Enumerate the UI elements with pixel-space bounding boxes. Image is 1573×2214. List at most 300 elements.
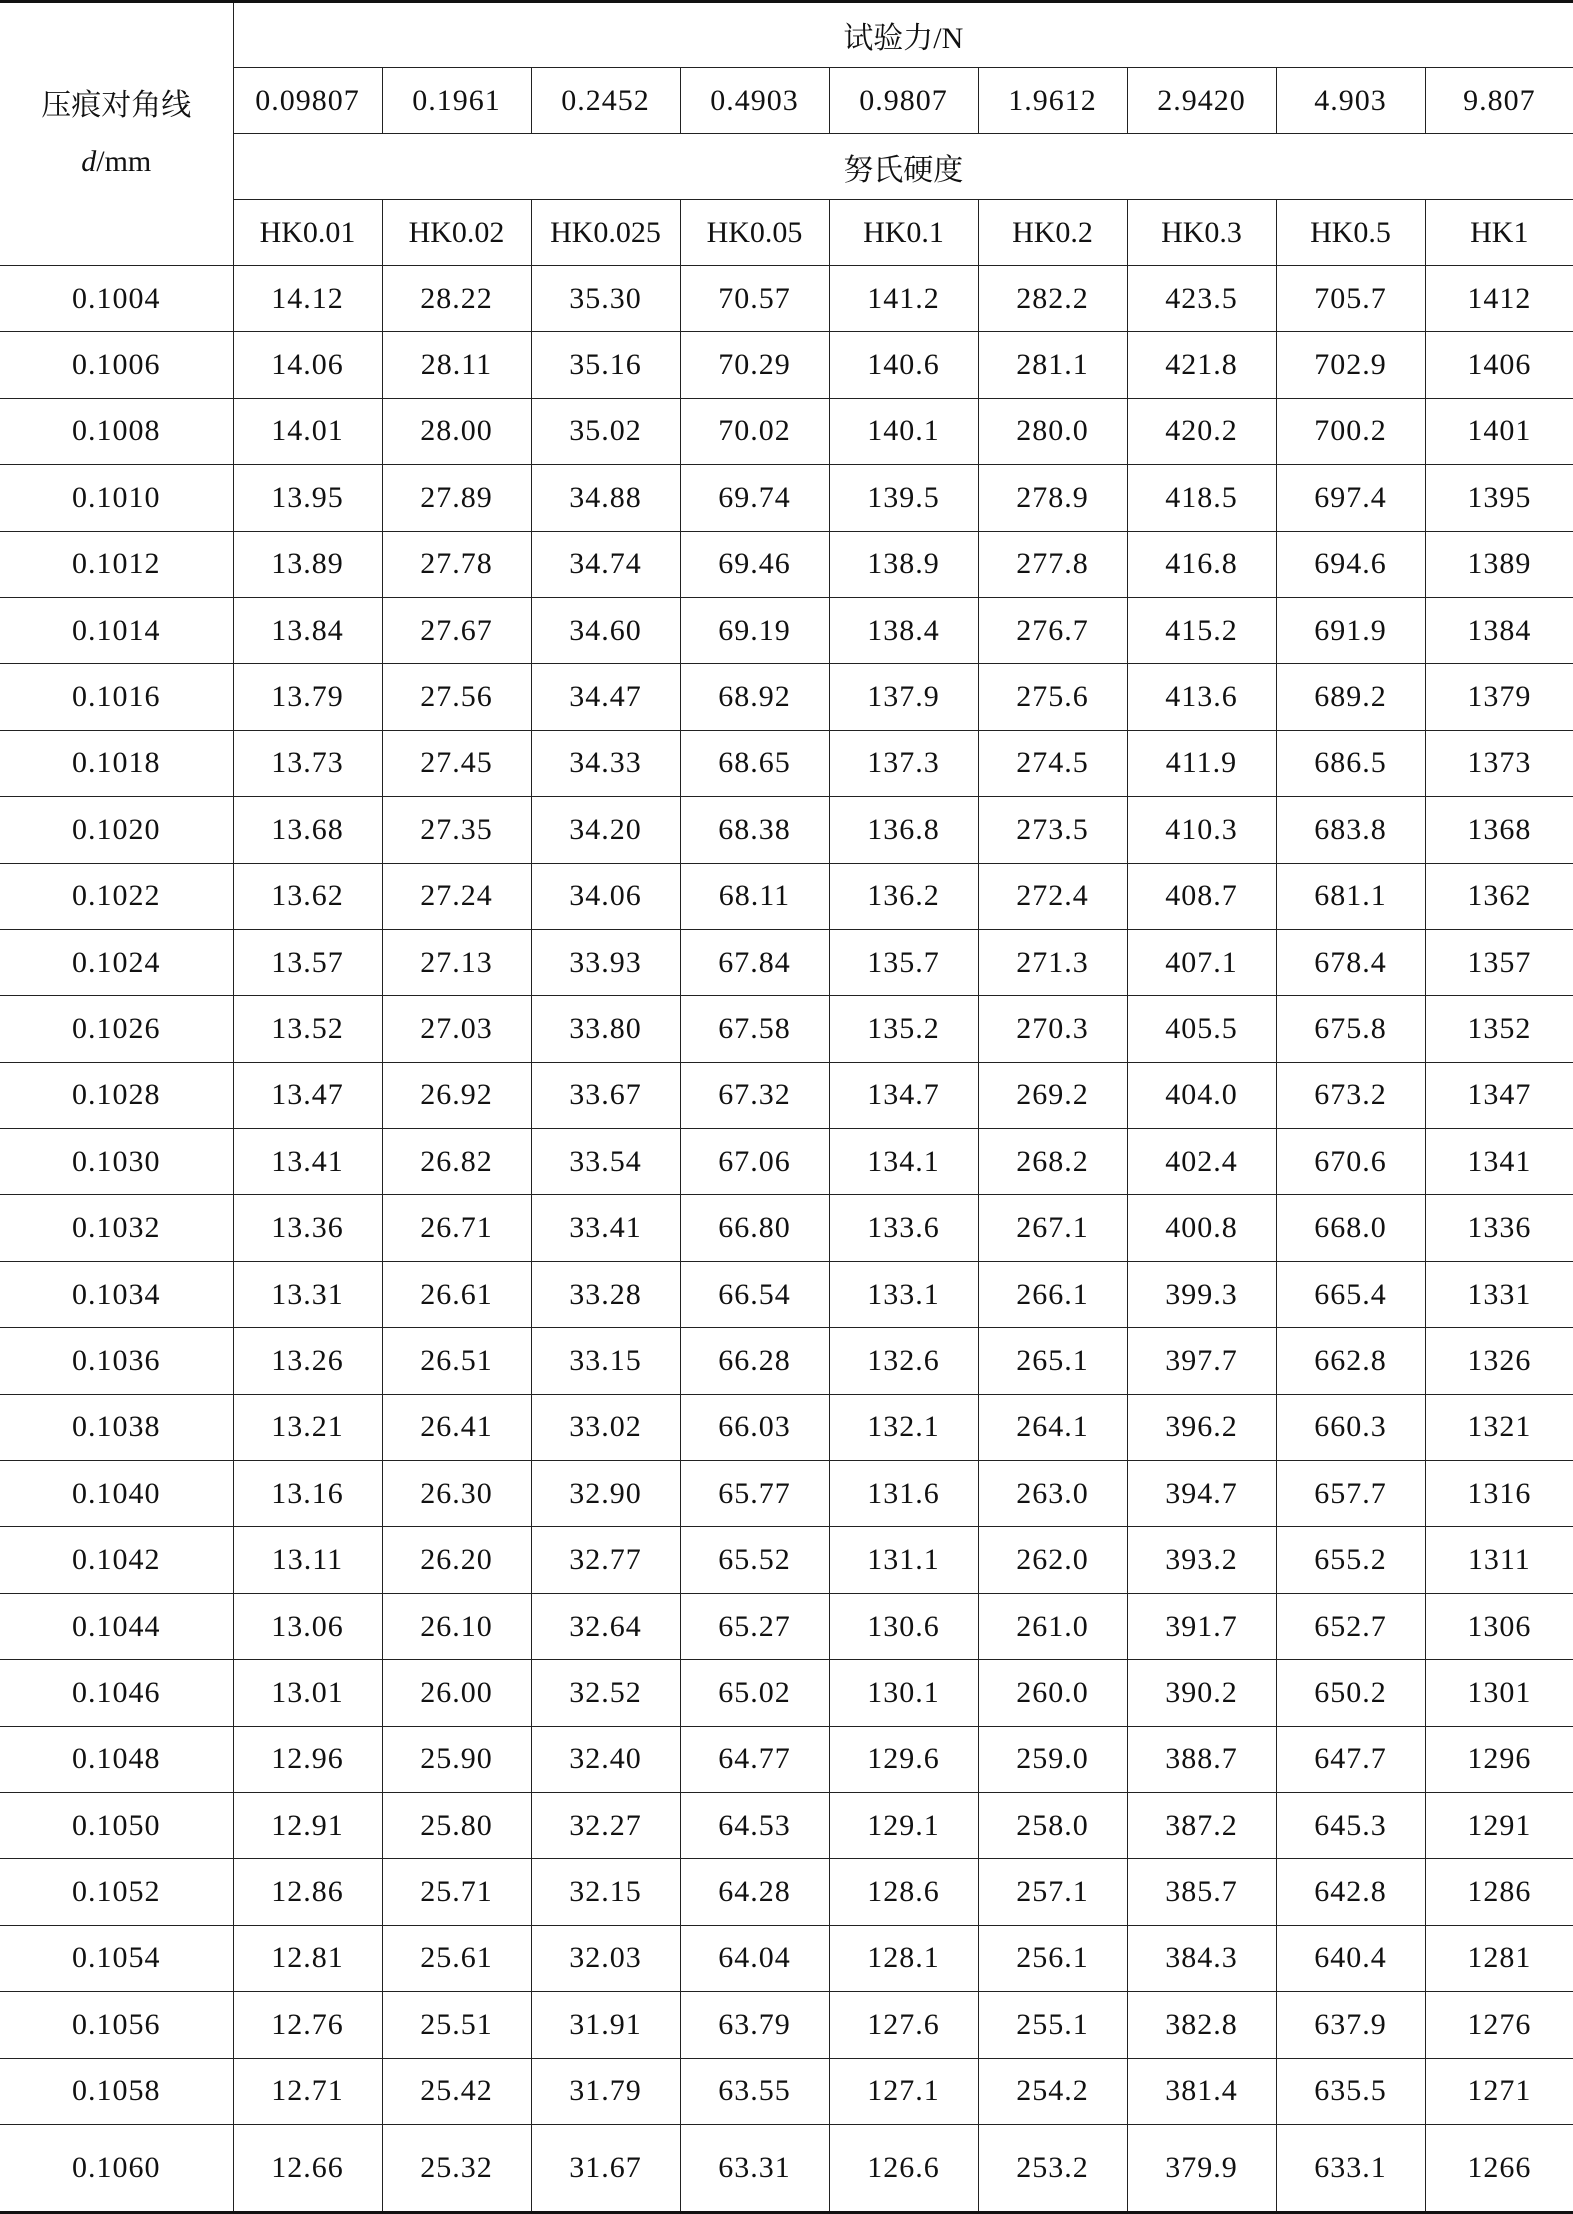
hardness-value-cell: 1336 (1425, 1195, 1573, 1261)
diagonal-cell: 0.1018 (0, 730, 233, 796)
stub-header-title: 压痕对角线 (41, 89, 192, 122)
hardness-value-cell: 27.56 (382, 664, 531, 730)
hardness-value-cell: 26.30 (382, 1461, 531, 1527)
scale-cell: HK0.3 (1127, 200, 1276, 266)
table-row (0, 1792, 1573, 1858)
scale-cell: HK0.2 (978, 200, 1127, 266)
hardness-value-cell: 670.6 (1276, 1129, 1425, 1195)
hardness-value-cell: 1406 (1425, 332, 1573, 398)
hardness-value-cell: 131.6 (829, 1461, 978, 1527)
hardness-value-cell: 66.54 (680, 1261, 829, 1327)
hardness-value-cell: 681.1 (1276, 863, 1425, 929)
hardness-value-cell: 396.2 (1127, 1394, 1276, 1460)
hardness-value-cell: 1266 (1425, 2124, 1573, 2212)
hardness-value-cell: 25.51 (382, 1992, 531, 2058)
hardness-value-cell: 63.79 (680, 1992, 829, 2058)
hardness-value-cell: 69.46 (680, 531, 829, 597)
hardness-value-cell: 65.27 (680, 1593, 829, 1659)
hardness-value-cell: 135.2 (829, 996, 978, 1062)
hardness-value-cell: 262.0 (978, 1527, 1127, 1593)
hardness-value-cell: 388.7 (1127, 1726, 1276, 1792)
diagonal-cell: 0.1054 (0, 1925, 233, 1991)
table-row (0, 1328, 1573, 1394)
hardness-value-cell: 33.54 (531, 1129, 680, 1195)
diagonal-cell: 0.1006 (0, 332, 233, 398)
hardness-value-cell: 34.33 (531, 730, 680, 796)
hardness-value-cell: 1276 (1425, 1992, 1573, 2058)
diagonal-cell: 0.1024 (0, 929, 233, 995)
hardness-value-cell: 126.6 (829, 2124, 978, 2212)
hardness-value-cell: 418.5 (1127, 465, 1276, 531)
hardness-value-cell: 423.5 (1127, 266, 1276, 332)
hardness-value-cell: 258.0 (978, 1792, 1127, 1858)
diagonal-cell: 0.1030 (0, 1129, 233, 1195)
hardness-value-cell: 26.92 (382, 1062, 531, 1128)
force-value-cell: 0.1961 (382, 68, 531, 134)
hardness-value-cell: 27.24 (382, 863, 531, 929)
diagonal-cell: 0.1046 (0, 1660, 233, 1726)
hardness-value-cell: 13.79 (233, 664, 382, 730)
table-row (0, 1261, 1573, 1327)
hardness-value-cell: 14.12 (233, 266, 382, 332)
hardness-value-cell: 12.96 (233, 1726, 382, 1792)
diagonal-cell: 0.1010 (0, 465, 233, 531)
table-row (0, 996, 1573, 1062)
diagonal-cell: 0.1012 (0, 531, 233, 597)
hardness-value-cell: 34.74 (531, 531, 680, 597)
hardness-value-cell: 137.3 (829, 730, 978, 796)
hardness-value-cell: 13.16 (233, 1461, 382, 1527)
diagonal-cell: 0.1044 (0, 1593, 233, 1659)
hardness-value-cell: 35.16 (531, 332, 680, 398)
hardness-value-cell: 138.4 (829, 597, 978, 663)
hardness-value-cell: 67.84 (680, 929, 829, 995)
hardness-value-cell: 28.22 (382, 266, 531, 332)
hardness-value-cell: 12.76 (233, 1992, 382, 2058)
table-row (0, 266, 1573, 332)
hardness-value-cell: 70.57 (680, 266, 829, 332)
hardness-value-cell: 259.0 (978, 1726, 1127, 1792)
hardness-value-cell: 1316 (1425, 1461, 1573, 1527)
hardness-value-cell: 675.8 (1276, 996, 1425, 1062)
hardness-value-cell: 1286 (1425, 1859, 1573, 1925)
stub-header-unit (0, 134, 233, 190)
hardness-value-cell: 68.92 (680, 664, 829, 730)
hardness-value-cell: 394.7 (1127, 1461, 1276, 1527)
hardness-value-cell: 25.42 (382, 2058, 531, 2124)
hardness-value-cell: 1296 (1425, 1726, 1573, 1792)
hardness-value-cell: 384.3 (1127, 1925, 1276, 1991)
hardness-value-cell: 410.3 (1127, 797, 1276, 863)
force-values-row (0, 68, 1573, 134)
hardness-value-cell: 66.03 (680, 1394, 829, 1460)
hardness-value-cell: 66.28 (680, 1328, 829, 1394)
hardness-value-cell: 263.0 (978, 1461, 1127, 1527)
hardness-value-cell: 387.2 (1127, 1792, 1276, 1858)
hardness-value-cell: 691.9 (1276, 597, 1425, 663)
hardness-value-cell: 255.1 (978, 1992, 1127, 2058)
hardness-value-cell: 33.41 (531, 1195, 680, 1261)
hardness-value-cell: 702.9 (1276, 332, 1425, 398)
hardness-value-cell: 265.1 (978, 1328, 1127, 1394)
hardness-value-cell: 1389 (1425, 531, 1573, 597)
hardness-value-cell: 32.90 (531, 1461, 680, 1527)
hardness-value-cell: 12.86 (233, 1859, 382, 1925)
hardness-value-cell: 34.47 (531, 664, 680, 730)
diagonal-cell: 0.1060 (0, 2124, 233, 2212)
hardness-value-cell: 273.5 (978, 797, 1127, 863)
hardness-value-cell: 13.52 (233, 996, 382, 1062)
diagonal-cell: 0.1016 (0, 664, 233, 730)
hardness-value-cell: 26.61 (382, 1261, 531, 1327)
hardness-value-cell: 13.41 (233, 1129, 382, 1195)
diagonal-cell: 0.1034 (0, 1261, 233, 1327)
hardness-value-cell: 141.2 (829, 266, 978, 332)
hardness-value-cell: 272.4 (978, 863, 1127, 929)
hardness-value-cell: 64.53 (680, 1792, 829, 1858)
hardness-value-cell: 254.2 (978, 2058, 1127, 2124)
hardness-value-cell: 281.1 (978, 332, 1127, 398)
hardness-value-cell: 637.9 (1276, 1992, 1425, 2058)
hardness-value-cell: 276.7 (978, 597, 1127, 663)
hardness-value-cell: 32.77 (531, 1527, 680, 1593)
hardness-value-cell: 26.82 (382, 1129, 531, 1195)
hardness-value-cell: 645.3 (1276, 1792, 1425, 1858)
hardness-value-cell: 129.1 (829, 1792, 978, 1858)
hardness-value-cell: 67.32 (680, 1062, 829, 1128)
diagonal-cell: 0.1028 (0, 1062, 233, 1128)
hardness-value-cell: 13.95 (233, 465, 382, 531)
hardness-value-cell: 70.02 (680, 398, 829, 464)
hardness-value-cell: 657.7 (1276, 1461, 1425, 1527)
hardness-value-cell: 27.78 (382, 531, 531, 597)
hardness-value-cell: 1362 (1425, 863, 1573, 929)
diagonal-cell: 0.1052 (0, 1859, 233, 1925)
hardness-value-cell: 1321 (1425, 1394, 1573, 1460)
hardness-value-cell: 683.8 (1276, 797, 1425, 863)
hardness-value-cell: 12.71 (233, 2058, 382, 2124)
hardness-value-cell: 33.02 (531, 1394, 680, 1460)
hardness-value-cell: 26.51 (382, 1328, 531, 1394)
hardness-value-cell: 697.4 (1276, 465, 1425, 531)
hardness-value-cell: 25.61 (382, 1925, 531, 1991)
diagonal-cell: 0.1048 (0, 1726, 233, 1792)
hardness-value-cell: 33.93 (531, 929, 680, 995)
hardness-value-cell: 137.9 (829, 664, 978, 730)
hardness-value-cell: 642.8 (1276, 1859, 1425, 1925)
hardness-value-cell: 13.68 (233, 797, 382, 863)
hardness-value-cell: 408.7 (1127, 863, 1276, 929)
hardness-header-row (0, 134, 1573, 200)
table-body (0, 266, 1573, 2213)
hardness-value-cell: 13.21 (233, 1394, 382, 1460)
hardness-value-cell: 128.1 (829, 1925, 978, 1991)
hardness-value-cell: 133.6 (829, 1195, 978, 1261)
hardness-value-cell: 413.6 (1127, 664, 1276, 730)
diagonal-cell: 0.1038 (0, 1394, 233, 1460)
hardness-value-cell: 277.8 (978, 531, 1127, 597)
hardness-value-cell: 130.6 (829, 1593, 978, 1659)
stub-header (0, 2, 233, 266)
table-row (0, 1859, 1573, 1925)
hardness-value-cell: 27.45 (382, 730, 531, 796)
table-row (0, 2124, 1573, 2212)
hardness-value-cell: 264.1 (978, 1394, 1127, 1460)
hardness-value-cell: 66.80 (680, 1195, 829, 1261)
hardness-value-cell: 131.1 (829, 1527, 978, 1593)
hardness-value-cell: 13.89 (233, 531, 382, 597)
hardness-value-cell: 271.3 (978, 929, 1127, 995)
hardness-value-cell: 25.80 (382, 1792, 531, 1858)
hardness-value-cell: 132.6 (829, 1328, 978, 1394)
stub-header-unit-text: /mm (96, 145, 152, 178)
scale-cell: HK0.5 (1276, 200, 1425, 266)
hardness-value-cell: 270.3 (978, 996, 1127, 1062)
hardness-value-cell: 25.90 (382, 1726, 531, 1792)
hardness-value-cell: 27.35 (382, 797, 531, 863)
hardness-value-cell: 127.1 (829, 2058, 978, 2124)
hardness-value-cell: 68.65 (680, 730, 829, 796)
hardness-value-cell: 269.2 (978, 1062, 1127, 1128)
hardness-value-cell: 134.1 (829, 1129, 978, 1195)
hardness-value-cell: 68.11 (680, 863, 829, 929)
hardness-value-cell: 416.8 (1127, 531, 1276, 597)
force-value-cell: 4.903 (1276, 68, 1425, 134)
hardness-value-cell: 393.2 (1127, 1527, 1276, 1593)
table-row (0, 863, 1573, 929)
table-header (0, 2, 1573, 266)
hardness-value-cell: 26.10 (382, 1593, 531, 1659)
table-row (0, 1660, 1573, 1726)
force-value-cell: 0.9807 (829, 68, 978, 134)
hardness-value-cell: 35.02 (531, 398, 680, 464)
hardness-value-cell: 140.1 (829, 398, 978, 464)
hardness-value-cell: 138.9 (829, 531, 978, 597)
scale-cell: HK0.025 (531, 200, 680, 266)
hardness-value-cell: 32.52 (531, 1660, 680, 1726)
diagonal-cell: 0.1050 (0, 1792, 233, 1858)
scale-row (0, 200, 1573, 266)
hardness-value-cell: 391.7 (1127, 1593, 1276, 1659)
hardness-value-cell: 129.6 (829, 1726, 978, 1792)
hardness-value-cell: 1379 (1425, 664, 1573, 730)
hardness-value-cell: 70.29 (680, 332, 829, 398)
hardness-value-cell: 34.60 (531, 597, 680, 663)
hardness-value-cell: 13.31 (233, 1261, 382, 1327)
hardness-value-cell: 390.2 (1127, 1660, 1276, 1726)
hardness-value-cell: 282.2 (978, 266, 1127, 332)
hardness-value-cell: 407.1 (1127, 929, 1276, 995)
hardness-value-cell: 399.3 (1127, 1261, 1276, 1327)
hardness-value-cell: 28.00 (382, 398, 531, 464)
hardness-value-cell: 652.7 (1276, 1593, 1425, 1659)
force-header: 试验力/N (233, 2, 1573, 68)
hardness-value-cell: 1373 (1425, 730, 1573, 796)
hardness-value-cell: 1311 (1425, 1527, 1573, 1593)
hardness-value-cell: 275.6 (978, 664, 1127, 730)
hardness-value-cell: 411.9 (1127, 730, 1276, 796)
hardness-value-cell: 13.62 (233, 863, 382, 929)
hardness-value-cell: 26.71 (382, 1195, 531, 1261)
hardness-value-cell: 650.2 (1276, 1660, 1425, 1726)
hardness-value-cell: 404.0 (1127, 1062, 1276, 1128)
hardness-value-cell: 633.1 (1276, 2124, 1425, 2212)
hardness-value-cell: 1291 (1425, 1792, 1573, 1858)
hardness-value-cell: 655.2 (1276, 1527, 1425, 1593)
hardness-value-cell: 256.1 (978, 1925, 1127, 1991)
hardness-value-cell: 700.2 (1276, 398, 1425, 464)
hardness-value-cell: 136.2 (829, 863, 978, 929)
hardness-value-cell: 35.30 (531, 266, 680, 332)
table-row (0, 664, 1573, 730)
hardness-value-cell: 13.73 (233, 730, 382, 796)
hardness-value-cell: 257.1 (978, 1859, 1127, 1925)
hardness-value-cell: 1281 (1425, 1925, 1573, 1991)
force-value-cell: 0.4903 (680, 68, 829, 134)
hardness-value-cell: 13.11 (233, 1527, 382, 1593)
hardness-value-cell: 31.67 (531, 2124, 680, 2212)
hardness-value-cell: 64.04 (680, 1925, 829, 1991)
hardness-value-cell: 135.7 (829, 929, 978, 995)
hardness-value-cell: 65.77 (680, 1461, 829, 1527)
scale-cell: HK0.05 (680, 200, 829, 266)
hardness-value-cell: 382.8 (1127, 1992, 1276, 2058)
diagonal-cell: 0.1056 (0, 1992, 233, 2058)
table-row (0, 1593, 1573, 1659)
diagonal-cell: 0.1004 (0, 266, 233, 332)
hardness-value-cell: 415.2 (1127, 597, 1276, 663)
hardness-value-cell: 12.66 (233, 2124, 382, 2212)
hardness-value-cell: 1352 (1425, 996, 1573, 1062)
hardness-value-cell: 278.9 (978, 465, 1127, 531)
table-row (0, 797, 1573, 863)
hardness-value-cell: 13.01 (233, 1660, 382, 1726)
hardness-value-cell: 1306 (1425, 1593, 1573, 1659)
hardness-value-cell: 267.1 (978, 1195, 1127, 1261)
hardness-value-cell: 705.7 (1276, 266, 1425, 332)
table-row (0, 1062, 1573, 1128)
hardness-value-cell: 673.2 (1276, 1062, 1425, 1128)
diagonal-cell: 0.1014 (0, 597, 233, 663)
table-row (0, 929, 1573, 995)
scale-cell: HK0.02 (382, 200, 531, 266)
hardness-value-cell: 14.01 (233, 398, 382, 464)
force-value-cell: 0.09807 (233, 68, 382, 134)
hardness-value-cell: 640.4 (1276, 1925, 1425, 1991)
force-value-cell: 1.9612 (978, 68, 1127, 134)
table-row (0, 1129, 1573, 1195)
diagonal-cell: 0.1032 (0, 1195, 233, 1261)
hardness-value-cell: 13.36 (233, 1195, 382, 1261)
hardness-value-cell: 1395 (1425, 465, 1573, 531)
hardness-value-cell: 133.1 (829, 1261, 978, 1327)
hardness-value-cell: 381.4 (1127, 2058, 1276, 2124)
table-row (0, 398, 1573, 464)
hardness-value-cell: 27.13 (382, 929, 531, 995)
hardness-value-cell: 1412 (1425, 266, 1573, 332)
hardness-value-cell: 647.7 (1276, 1726, 1425, 1792)
hardness-value-cell: 64.28 (680, 1859, 829, 1925)
table-row (0, 1992, 1573, 2058)
hardness-value-cell: 1401 (1425, 398, 1573, 464)
diagonal-cell: 0.1040 (0, 1461, 233, 1527)
diagonal-cell: 0.1008 (0, 398, 233, 464)
hardness-value-cell: 136.8 (829, 797, 978, 863)
hardness-value-cell: 1326 (1425, 1328, 1573, 1394)
hardness-value-cell: 13.84 (233, 597, 382, 663)
hardness-value-cell: 25.32 (382, 2124, 531, 2212)
hardness-value-cell: 402.4 (1127, 1129, 1276, 1195)
hardness-value-cell: 26.41 (382, 1394, 531, 1460)
table-row (0, 1195, 1573, 1261)
hardness-value-cell: 13.57 (233, 929, 382, 995)
table-row (0, 1925, 1573, 1991)
diagonal-cell: 0.1036 (0, 1328, 233, 1394)
hardness-value-cell: 25.71 (382, 1859, 531, 1925)
hardness-value-cell: 665.4 (1276, 1261, 1425, 1327)
hardness-value-cell: 694.6 (1276, 531, 1425, 597)
hardness-value-cell: 32.15 (531, 1859, 680, 1925)
force-header-row (0, 2, 1573, 68)
hardness-value-cell: 128.6 (829, 1859, 978, 1925)
hardness-value-cell: 1271 (1425, 2058, 1573, 2124)
table-row (0, 531, 1573, 597)
table-row (0, 1461, 1573, 1527)
diagonal-cell: 0.1020 (0, 797, 233, 863)
hardness-value-cell: 1347 (1425, 1062, 1573, 1128)
table-row (0, 1394, 1573, 1460)
hardness-value-cell: 668.0 (1276, 1195, 1425, 1261)
hardness-value-cell: 26.00 (382, 1660, 531, 1726)
hardness-value-cell: 405.5 (1127, 996, 1276, 1062)
hardness-value-cell: 420.2 (1127, 398, 1276, 464)
hardness-value-cell: 678.4 (1276, 929, 1425, 995)
scale-cell: HK0.01 (233, 200, 382, 266)
hardness-value-cell: 13.26 (233, 1328, 382, 1394)
hardness-value-cell: 1384 (1425, 597, 1573, 663)
stub-header-var: d (81, 145, 97, 178)
hardness-value-cell: 134.7 (829, 1062, 978, 1128)
force-value-cell: 0.2452 (531, 68, 680, 134)
hardness-value-cell: 27.89 (382, 465, 531, 531)
scale-cell: HK0.1 (829, 200, 978, 266)
hardness-value-cell: 385.7 (1127, 1859, 1276, 1925)
hardness-value-cell: 32.03 (531, 1925, 680, 1991)
hardness-value-cell: 635.5 (1276, 2058, 1425, 2124)
table-row (0, 1726, 1573, 1792)
hardness-value-cell: 69.74 (680, 465, 829, 531)
diagonal-cell: 0.1026 (0, 996, 233, 1062)
hardness-value-cell: 1368 (1425, 797, 1573, 863)
table-row (0, 2058, 1573, 2124)
hardness-value-cell: 31.79 (531, 2058, 680, 2124)
table-row (0, 597, 1573, 663)
hardness-value-cell: 1357 (1425, 929, 1573, 995)
hardness-value-cell: 34.88 (531, 465, 680, 531)
hardness-value-cell: 34.06 (531, 863, 680, 929)
hardness-value-cell: 14.06 (233, 332, 382, 398)
diagonal-cell: 0.1022 (0, 863, 233, 929)
hardness-value-cell: 12.91 (233, 1792, 382, 1858)
hardness-value-cell: 686.5 (1276, 730, 1425, 796)
hardness-value-cell: 65.52 (680, 1527, 829, 1593)
table-row (0, 730, 1573, 796)
hardness-value-cell: 27.67 (382, 597, 531, 663)
hardness-value-cell: 33.80 (531, 996, 680, 1062)
force-value-cell: 9.807 (1425, 68, 1573, 134)
hardness-value-cell: 1341 (1425, 1129, 1573, 1195)
hardness-value-cell: 379.9 (1127, 2124, 1276, 2212)
